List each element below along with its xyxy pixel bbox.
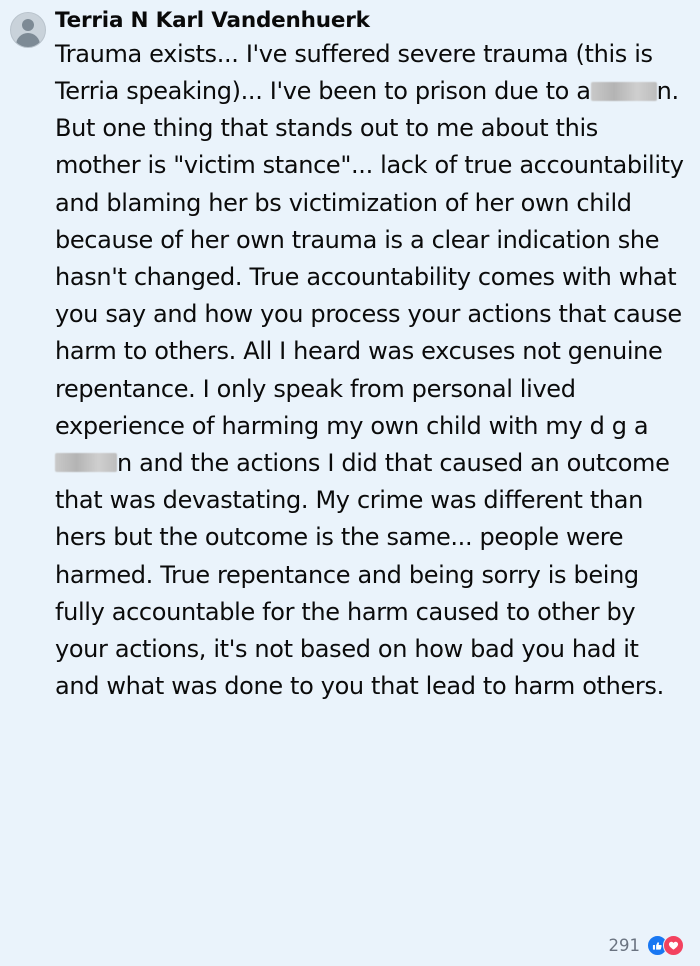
comment-text-segment-3: g a [611,411,649,440]
love-icon[interactable] [663,935,684,956]
redacted-word-1 [591,82,657,101]
avatar-shoulders-icon [16,33,40,48]
comment-author-name[interactable]: Terria N Karl Vandenhuerk [55,8,370,33]
reaction-count: 291 [608,936,640,955]
avatar[interactable] [10,12,46,48]
comment-text-segment-1: Trauma exists... I've suffered severe trauma (this is Terria speaking)... I've been to prison due to a [55,39,653,106]
comment-text-segment-2: n. But one thing that stands out to me about this mother is "victim stance"... lack of true accountability and blaming her bs victimization of her own child because of her own trauma is a clear indication she hasn't changed. True accountability comes with what you say and how you process your actions that cause harm to others. All I heard was excuses not genuine repentance. I only speak from personal lived experience of harming my own child with my d [55,77,684,440]
reaction-icons[interactable] [647,935,684,956]
comment-content [55,8,686,705]
redacted-word-2 [55,453,117,472]
comment-text [55,36,686,705]
avatar-head-icon [22,19,34,31]
comment-body [10,8,686,705]
comment-text-segment-4: n and the actions I did that caused an outcome that was devastating. My crime was different than hers but the outcome is the same... people were harmed. True repentance and being sorry is being fully accountable for the harm caused to other by your actions, it's not based on how bad you had it and what was done to you that lead to harm others. [55,448,670,701]
reactions-bar[interactable] [10,935,686,958]
